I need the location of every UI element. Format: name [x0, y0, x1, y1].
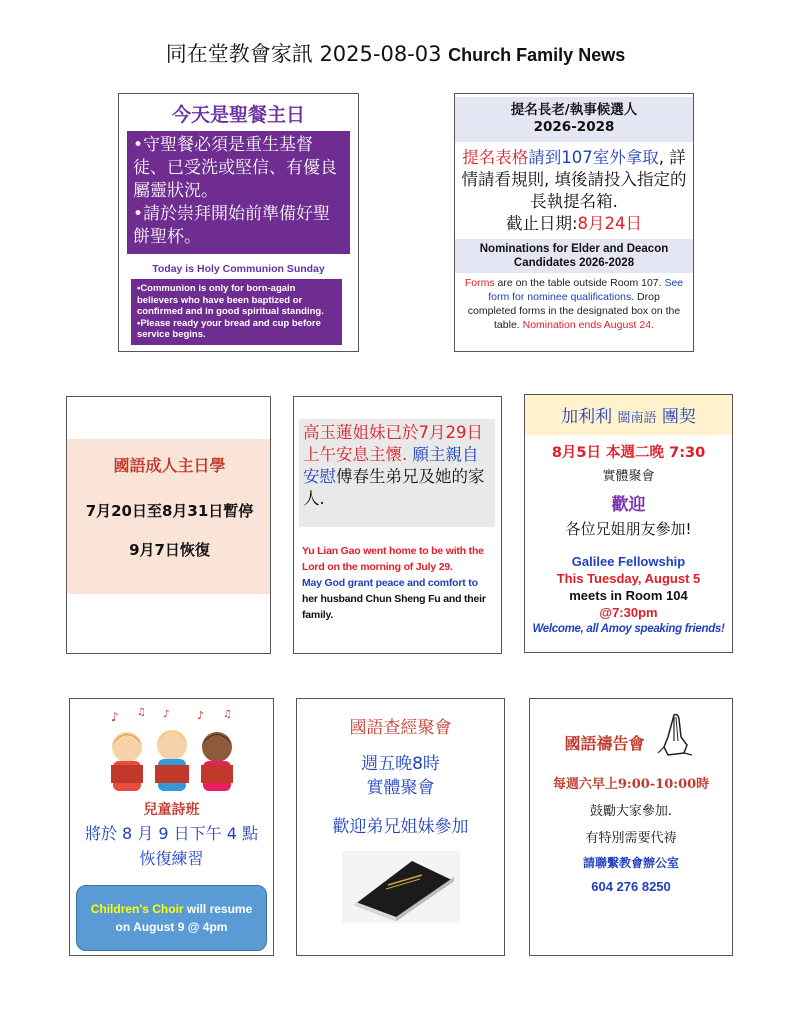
memorial-en-family: her husband Chun Sheng Fu and their family. [302, 593, 486, 621]
communion-zh-panel [127, 131, 350, 254]
title-en: Church Family News [448, 45, 626, 65]
choir-box [69, 698, 274, 956]
communion-en-item: •Communion is only for born-again believers who have been baptized or confirmed and in good spiritual standing. [137, 283, 324, 317]
svg-text:♪: ♪ [196, 709, 204, 722]
praying-hands-icon [654, 711, 698, 757]
prayer-box [529, 698, 733, 956]
nominations-en-drop: . Drop completed forms in the designated box on the table. [467, 291, 681, 331]
memorial-en-text [302, 543, 495, 623]
nominations-en-location: are on the table outside Room 107. [494, 277, 665, 289]
sunday-school-panel [67, 439, 271, 594]
nominations-heading-line: 2026-2028 [533, 119, 615, 135]
memorial-en-announcement: Yu Lian Gao went home to be with the Lord on the morning of July 29. [302, 545, 484, 573]
svg-text:♪: ♪ [110, 710, 119, 724]
galilee-in-person: 實體聚會 [602, 469, 655, 484]
choir-date: 將於 8 月 9 日下午 4 點 [84, 824, 259, 843]
memorial-box [293, 396, 502, 654]
sunday-school-resume: 9月7日恢復 [129, 541, 210, 559]
bible-study-welcome: 歡迎弟兄姐妹參加 [332, 817, 469, 837]
prayer-encourage: 鼓勵大家參加. [589, 804, 673, 819]
communion-box [118, 93, 359, 352]
title-zh: 同在堂教會家訊 2025-08-03 [165, 42, 449, 66]
svg-text:♫: ♫ [222, 709, 232, 720]
choir-resume: 恢復練習 [139, 849, 204, 868]
choir-en-banner [76, 885, 267, 951]
galilee-heading-name: 加利利 [561, 407, 618, 427]
choir-en-resume: will resume on August 9 @ 4pm [115, 902, 253, 934]
prayer-contact: 請聯繫教會辦公室 [582, 856, 679, 870]
prayer-special-needs: 有特別需要代祷 [585, 831, 677, 846]
choir-en-name: Children's Choir [90, 902, 184, 916]
nominations-en-qualifications: See form for nominee qualifications [488, 277, 684, 303]
communion-zh-item: •守聖餐必須是重生基督徒、已受洗或堅信、有優良屬靈狀況。 [133, 135, 337, 201]
sunday-school-box [66, 396, 271, 654]
galilee-en-name: Galilee Fellowship [571, 554, 686, 569]
bible-study-in-person: 實體聚會 [366, 778, 435, 798]
memorial-zh-announcement: 高玉蓮姐妹已於7月29日上午安息主懷. [303, 423, 483, 464]
galilee-en-text [525, 553, 732, 638]
communion-heading: 今天是聖餐主日 [171, 104, 305, 126]
galilee-heading [525, 395, 732, 435]
nominations-heading-line: 提名長老/執事候選人 [510, 102, 638, 118]
memorial-en-comfort: May God grant peace and comfort to [302, 577, 478, 589]
nominations-en-deadline: Nomination ends August 24. [522, 319, 654, 331]
svg-text:♪: ♪ [162, 709, 169, 720]
bible-study-heading: 國語查經聚會 [349, 718, 452, 738]
memorial-zh-comfort: 願主親自安慰 [303, 445, 479, 486]
nominations-zh-take: 取 [642, 148, 659, 167]
galilee-heading-dialect: 閩南語 [617, 411, 657, 426]
prayer-phone: 604 276 8250 [591, 879, 671, 894]
nominations-zh-deadline: 8月24日 [577, 214, 643, 233]
communion-en-heading: Today is Holy Communion Sunday [152, 263, 325, 275]
prayer-time: 每週六早上9:00-10:00時 [552, 777, 710, 792]
nominations-heading [455, 97, 693, 142]
galilee-heading-fellowship: 團契 [656, 407, 696, 427]
bible-study-box [296, 698, 505, 956]
galilee-en-room: meets in Room 104 [569, 588, 688, 603]
bible-book-image [342, 851, 460, 923]
galilee-box [524, 394, 733, 653]
nominations-zh-location: 請到107室外拿 [528, 148, 643, 167]
nominations-zh-text [455, 147, 693, 235]
galilee-invite: 各位兄姐朋友參加! [565, 520, 692, 538]
memorial-zh-panel [299, 419, 495, 527]
communion-zh-item: •請於崇拜開始前準備好聖餅聖杯。 [133, 204, 331, 247]
prayer-heading: 國語禱告會 [564, 733, 645, 753]
sunday-school-pause: 7月20日至8月31日暫停 [85, 502, 254, 520]
sunday-school-heading: 國語成人主日學 [113, 456, 226, 475]
memorial-zh-family: 傅春生弟兄及她的家人. [303, 467, 485, 508]
galilee-en-time: @7:30pm [599, 605, 658, 620]
galilee-en-date: This Tuesday, August 5 [556, 571, 701, 586]
singing-children-illustration [97, 707, 247, 797]
communion-en-item: •Please ready your bread and cup before service begins. [137, 317, 321, 340]
page-title [0, 38, 791, 68]
galilee-en-welcome: Welcome, all Amoy speaking friends! [532, 623, 725, 635]
nominations-box [454, 93, 694, 352]
nominations-zh-rules: , 詳情請看規則, 填後請投入指定的長執提名箱. [461, 148, 687, 211]
prayer-heading-row [530, 699, 732, 757]
communion-en-panel [131, 279, 342, 345]
nominations-en-text [455, 273, 693, 335]
bible-study-time: 週五晚8時 [361, 754, 440, 774]
nominations-zh-form: 提名表格 [462, 148, 529, 167]
nominations-en-forms: Forms [464, 277, 495, 289]
choir-heading: 兒童詩班 [143, 802, 200, 818]
bible-study-schedule [297, 752, 504, 800]
svg-text:♫: ♫ [136, 707, 146, 718]
nominations-zh-deadline-label: 截止日期: [505, 214, 578, 233]
nominations-en-heading: Nominations for Elder and Deacon Candidates 2026-2028 [455, 239, 693, 273]
galilee-time: 8月5日 本週二晚 7:30 [551, 445, 706, 461]
galilee-welcome: 歡迎 [611, 495, 646, 515]
